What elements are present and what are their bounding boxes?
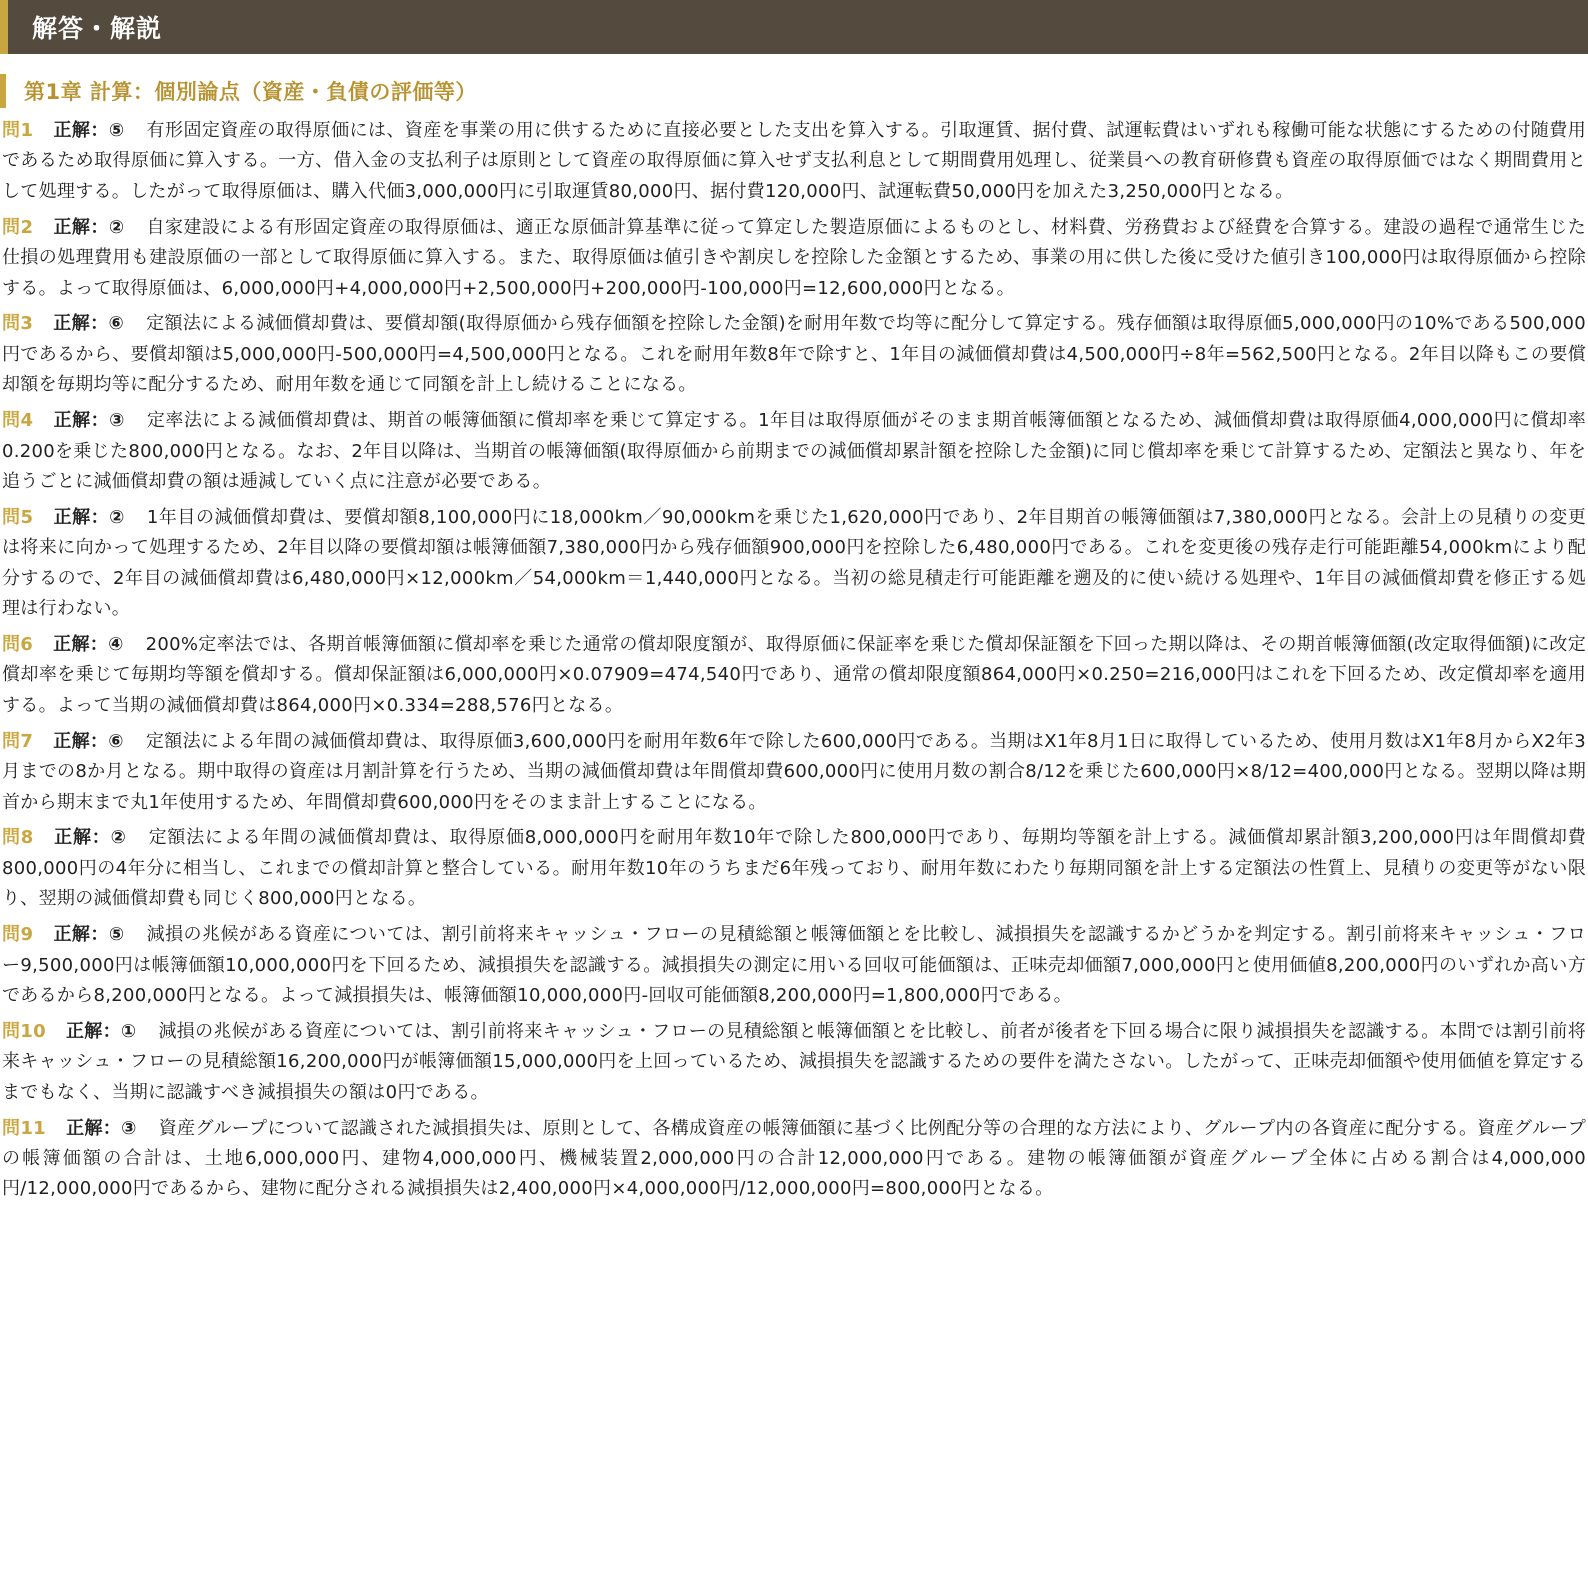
question-item bbox=[2, 213, 1586, 304]
correct-answer: 正解：⑤ bbox=[53, 120, 125, 141]
question-number: 問4 bbox=[2, 410, 34, 432]
question-number: 問3 bbox=[2, 313, 34, 335]
correct-answer: 正解：③ bbox=[66, 1117, 137, 1139]
correct-answer: 正解：⑥ bbox=[53, 313, 125, 335]
explanation-text: 自家建設による有形固定資産の取得原価は、適正な原価計算基準に従って算定した製造原価によるものとし、材料費、労務費および経費を合算する。建設の過程で通常生じた仕損の処理費用も建設原価の一部として取得原価に算入する。また、取得原価は値引きや割戻しを控除した金額とするため、事業の用に供した後に受けた値引き100,000円は取得原価から控除する。よって取得原価は、6,000,000円+4,000,000円+2,500,000円+200,000円-100,000円=12,600,000円となる。 bbox=[2, 216, 1587, 299]
question-number: 問10 bbox=[2, 1020, 46, 1042]
page-header bbox=[0, 0, 1588, 54]
question-item bbox=[2, 309, 1586, 400]
explanation-text: 減損の兆候がある資産については、割引前将来キャッシュ・フローの見積総額と帳簿価額とを比較し、前者が後者を下回る場合に限り減損損失を認識する。本問では割引前将来キャッシュ・フローの見積総額16,200,000円が帳簿価額15,000,000円を上回っているため、減損損失を認識するための要件を満たさない。したがって、正味売却価額や使用価値を算定するまでもなく、当期に認識すべき減損損失の額は0円である。 bbox=[2, 1020, 1586, 1103]
correct-answer: 正解：③ bbox=[53, 410, 125, 432]
question-number: 問5 bbox=[2, 506, 34, 528]
explanation-text: 有形固定資産の取得原価には、資産を事業の用に供するために直接必要とした支出を算入する。引取運賃、据付費、試運転費はいずれも稼働可能な状態にするための付随費用であるため取得原価に算入する。一方、借入金の支払利子は原則として資産の取得原価に算入せず支払利息として期間費用処理し、従業員への教育研修費も資産の取得原価ではなく期間費用として処理する。したがって取得原価は、購入代価3,000,000円に引取運賃80,000円、据付費120,000円、試運転費50,000円を加えた3,250,000円となる。 bbox=[2, 120, 1587, 202]
explanation-text: 定額法による減価償却費は、要償却額(取得原価から残存価額を控除した金額)を耐用年数で均等に配分して算定する。残存価額は取得原価5,000,000円の10%である500,000円であるから、要償却額は5,000,000円-500,000円=4,500,000円となる。これを耐用年数8年で除すと、1年目の減価償却費は4,500,000円÷8年=562,500円となる。2年目以降もこの要償却額を毎期均等に配分するため、耐用年数を通じて同額を計上し続けることになる。 bbox=[2, 313, 1587, 396]
correct-answer: 正解：② bbox=[53, 216, 125, 238]
correct-answer: 正解：⑥ bbox=[53, 730, 124, 752]
explanation-text: 定率法による減価償却費は、期首の帳簿価額に償却率を乗じて算定する。1年目は取得原価がそのまま期首帳簿価額となるため、減価償却費は取得原価4,000,000円に償却率0.200を乗じた800,000円となる。なお、2年目以降は、当期首の帳簿価額(取得原価から前期までの減価償却累計額を控除した金額)に同じ償却率を乗じて計算するため、定額法と異なり、年を追うごとに減価償却費の額は逓減していく点に注意が必要である。 bbox=[2, 410, 1586, 492]
question-number: 問9 bbox=[2, 924, 34, 946]
question-number: 問8 bbox=[2, 827, 34, 849]
explanation-text: 定額法による年間の減価償却費は、取得原価3,600,000円を耐用年数6年で除した600,000円である。当期はX1年8月1日に取得しているため、使用月数はX1年8月からX2年3月までの8か月となる。期中取得の資産は月割計算を行うため、当期の減価償却費は年間償却費600,000円に使用月数の割合8/12を乗じた600,000円×8/12=400,000円となる。翌期以降は期首から期末まで丸1年使用するため、年間償却費600,000円をそのまま計上することになる。 bbox=[2, 730, 1586, 813]
chapter-title: 第1章 計算：個別論点（資産・負債の評価等） bbox=[24, 80, 477, 104]
page-title: 解答・解説 bbox=[32, 14, 163, 43]
correct-answer: 正解：⑤ bbox=[53, 924, 125, 946]
question-item bbox=[2, 503, 1586, 625]
question-item bbox=[2, 823, 1586, 914]
explanation-text: 定額法による年間の減価償却費は、取得原価8,000,000円を耐用年数10年で除した800,000円であり、毎期均等額を計上する。減価償却累計額3,200,000円は年間償却費800,000円の4年分に相当し、これまでの償却計算と整合している。耐用年数10年のうちまだ6年残っており、耐用年数にわたり毎期同額を計上する定額法の性質上、見積りの変更等がない限り、翌期の減価償却費も同じく800,000円となる。 bbox=[2, 827, 1587, 910]
question-item bbox=[2, 727, 1586, 818]
correct-answer: 正解：① bbox=[65, 1020, 137, 1042]
chapter-heading bbox=[0, 74, 1588, 108]
question-item bbox=[2, 1114, 1586, 1205]
question-number: 問1 bbox=[2, 120, 34, 141]
answer-list bbox=[0, 116, 1588, 1205]
question-number: 問6 bbox=[2, 634, 34, 655]
question-item bbox=[2, 920, 1586, 1011]
question-item bbox=[2, 1017, 1586, 1108]
explanation-text: 減損の兆候がある資産については、割引前将来キャッシュ・フローの見積総額と帳簿価額とを比較し、減損損失を認識するかどうかを判定する。割引前将来キャッシュ・フロー9,500,000円は帳簿価額10,000,000円を下回るため、減損損失を認識する。減損損失の測定に用いる回収可能価額は、正味売却価額7,000,000円と使用価値8,200,000円のいずれか高い方であるから8,200,000円となる。よって減損損失は、帳簿価額10,000,000円-回収可能価額8,200,000円=1,800,000円である。 bbox=[2, 924, 1586, 1006]
question-number: 問11 bbox=[2, 1117, 47, 1139]
question-item bbox=[2, 406, 1586, 497]
explanation-text: 1年目の減価償却費は、要償却額8,100,000円に18,000km／90,000kmを乗じた1,620,000円であり、2年目期首の帳簿価額は7,380,000円となる。会計上の見積りの変更は将来に向かって処理するため、2年目以降の要償却額は帳簿価額7,380,000円から残存価額900,000円を控除した6,480,000円である。これを変更後の残存走行可能距離54,000kmにより配分するので、2年目の減価償却費は6,480,000円×12,000km／54,000km＝1,440,000円となる。当初の総見積走行可能距離を遡及的に使い続ける処理や、1年目の減価償却費を修正する処理は行わない。 bbox=[2, 506, 1587, 620]
question-number: 問7 bbox=[2, 730, 34, 752]
question-item bbox=[2, 630, 1586, 721]
correct-answer: 正解：② bbox=[53, 827, 127, 849]
question-item bbox=[2, 116, 1586, 207]
explanation-text: 資産グループについて認識された減損損失は、原則として、各構成資産の帳簿価額に基づく比例配分等の合理的な方法により、グループ内の各資産に配分する。資産グループの帳簿価額の合計は、土地6,000,000円、建物4,000,000円、機械装置2,000,000円の合計12,000,000円である。建物の帳簿価額が資産グループ全体に占める割合は4,000,000円/12,000,000円であるから、建物に配分される減損損失は2,400,000円×4,000,000円/12,000,000円=800,000円となる。 bbox=[2, 1117, 1586, 1200]
explanation-text: 200%定率法では、各期首帳簿価額に償却率を乗じた通常の償却限度額が、取得原価に保証率を乗じた償却保証額を下回った期以降は、その期首帳簿価額(改定取得価額)に改定償却率を乗じて毎期均等額を償却する。償却保証額は6,000,000円×0.07909=474,540円であり、通常の償却限度額864,000円×0.250=216,000円はこれを下回るため、改定償却率を適用する。よって当期の減価償却費は864,000円×0.334=288,576円となる。 bbox=[2, 634, 1587, 716]
correct-answer: 正解：② bbox=[53, 506, 125, 528]
correct-answer: 正解：④ bbox=[53, 634, 124, 655]
question-number: 問2 bbox=[2, 216, 34, 238]
